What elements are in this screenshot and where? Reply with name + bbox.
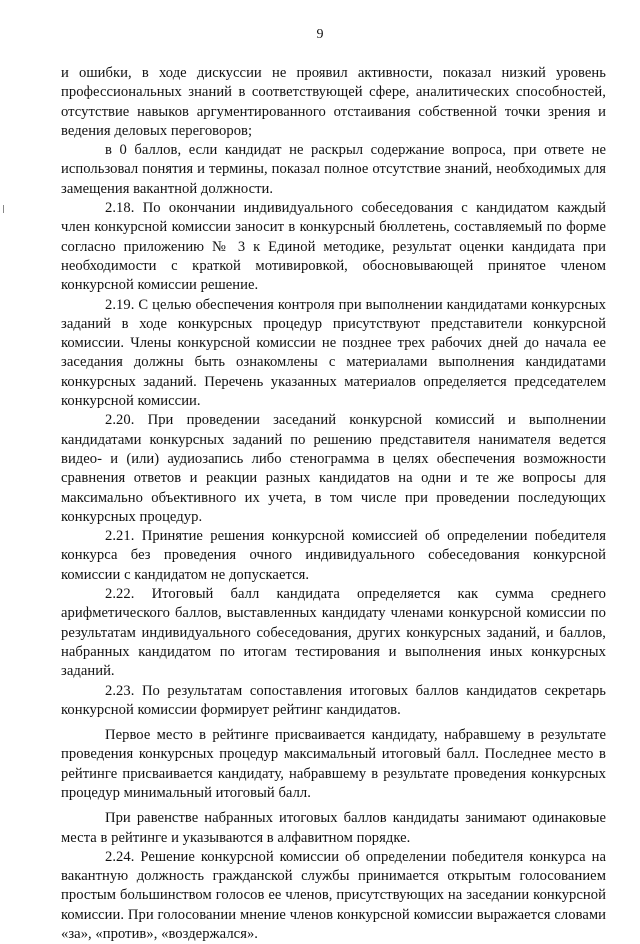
paragraph-first-place: Первое место в рейтинге присваивается кандидату, набравшему в результате проведения конкурсных процедур максимальный итоговый балл. Последнее место в рейтинге присваивается кандидату, набравшему в результате проведения конкурсных процедур минимальный итоговый балл. — [61, 727, 606, 801]
paragraph-equal-scores: При равенстве набранных итоговых баллов кандидаты занимают одинаковые места в рейтинге и указываются в алфавитном порядке. — [61, 810, 606, 846]
margin-mark — [3, 205, 7, 213]
page-number: 9 — [316, 27, 324, 42]
paragraph-2-19: 2.19. С целью обеспечения контроля при выполнении кандидатами конкурсных заданий в ходе конкурсных процедур присутствуют представители конкурсной комиссии. Члены конкурсной комиссии не позднее трех рабочих дней до начала ее заседания должны быть ознакомлены с материалами выполнения кандидатами конкурсных заданий. Перечень указанных материалов определяется председателем конкурсной комиссии. — [61, 296, 606, 410]
paragraph-zero-points: в 0 баллов, если кандидат не раскрыл содержание вопроса, при ответе не использовал понятия и термины, показал полное отсутствие знаний, необходимых для замещения вакантной должности. — [61, 142, 606, 197]
paragraph-continued: и ошибки, в ходе дискуссии не проявил активности, показал низкий уровень профессиональных знаний в соответствующей сфере, аналитических способностей, отсутствие навыков аргументированного отстаивания собственной точки зрения и ведения деловых переговоров; — [61, 65, 606, 139]
paragraph-2-24: 2.24. Решение конкурсной комиссии об определении победителя конкурса на вакантную должность гражданской службы принимается открытым голосованием простым большинством голосов ее членов, присутствующих на заседании конкурсной комиссии. При голосовании мнение членов конкурсной комиссии выражается словами «за», «против», «воздержался». — [61, 848, 606, 943]
paragraph-2-18: 2.18. По окончании индивидуального собеседования с кандидатом каждый член конкурсной комиссии заносит в конкурсный бюллетень, составляемый по форме согласно приложению № 3 к Единой методике, результат оценки кандидата при необходимости с краткой мотивировкой, обосновывающей принятое членом конкурсной комиссии решение. — [61, 200, 606, 294]
paragraph-2-22: 2.22. Итоговый балл кандидата определяется как сумма среднего арифметического баллов, выставленных кандидату членами конкурсной комиссии по результатам индивидуального собеседования, других конкурсных заданий, и баллов, набранных кандидатом по итогам тестирования и выполнения иных конкурсных заданий. — [61, 586, 606, 680]
paragraph-2-21: 2.21. Принятие решения конкурсной комиссией об определении победителя конкурса без проведения очного индивидуального собеседования конкурсной комиссии с кандидатом не допускается. — [61, 528, 606, 583]
paragraph-2-20: 2.20. При проведении заседаний конкурсной комиссий и выполнении кандидатами конкурсных заданий по решению представителя нанимателя ведется видео- и (или) аудиозапись либо стенограмма в целях обеспечения возможности сравнения ответов и реакции разных кандидатов на одни и те же вопросы для максимально объективного их учета, в том числе при проведении последующих конкурсных процедур. — [61, 412, 606, 525]
paragraph-2-23: 2.23. По результатам сопоставления итоговых баллов кандидатов секретарь конкурсной комиссии формирует рейтинг кандидатов. — [61, 682, 606, 718]
document-body — [61, 64, 606, 944]
